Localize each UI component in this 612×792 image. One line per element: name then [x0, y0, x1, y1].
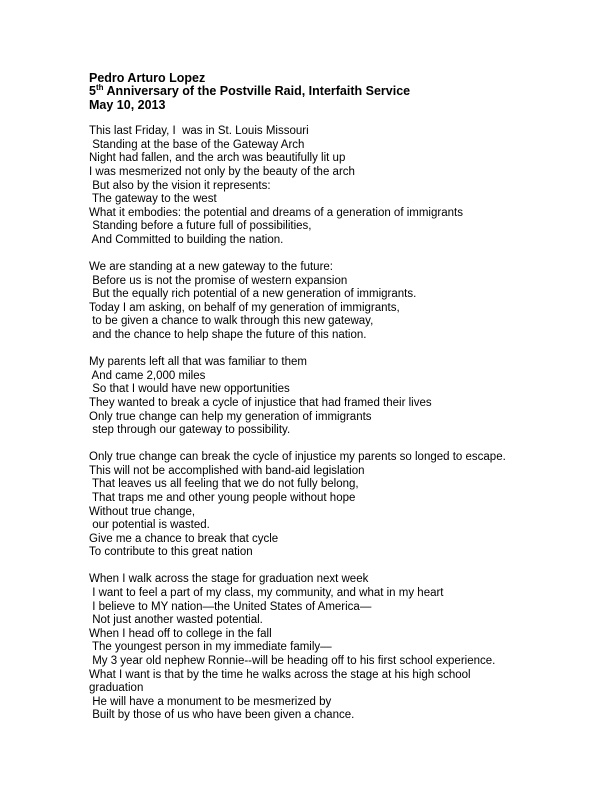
- document-header: [89, 72, 589, 112]
- poem-line: That leaves us all feeling that we do not fully belong,: [89, 478, 359, 491]
- event-date: May 10, 2013: [89, 97, 166, 112]
- poem-line: When I walk across the stage for graduation next week: [89, 573, 369, 586]
- stanza: [89, 356, 589, 438]
- poem-line: Only true change can break the cycle of injustice my parents so longed to escape.: [89, 451, 506, 464]
- poem-line: Without true change,: [89, 505, 196, 518]
- poem-line: When I head off to college in the fall: [89, 627, 272, 640]
- poem-line: But also by the vision it represents:: [89, 179, 271, 192]
- poem-line: Standing before a future full of possibilities,: [89, 220, 312, 233]
- poem-line: What I want is that by the time he walks across the stage at his high school: [89, 668, 471, 681]
- poem-line: We are standing at a new gateway to the future:: [89, 261, 333, 274]
- event-title-text: Anniversary of the Postville Raid, Interfaith Service: [103, 84, 411, 99]
- stanza: [89, 125, 589, 247]
- poem-line: My parents left all that was familiar to them: [89, 356, 307, 369]
- poem-line: Today I am asking, on behalf of my generation of immigrants,: [89, 301, 400, 314]
- poem-line: To contribute to this great nation: [89, 546, 253, 559]
- event-ordinal-suffix: th: [95, 83, 104, 93]
- stanza: [89, 451, 589, 560]
- poem-line: He will have a monument to be mesmerized by: [89, 695, 332, 708]
- poem-line: But the equally rich potential of a new generation of immigrants.: [89, 288, 417, 301]
- poem-line: graduation: [89, 682, 144, 695]
- poem-line: The gateway to the west: [89, 193, 217, 206]
- poem-line: My 3 year old nephew Ronnie--will be heading off to his first school experience.: [89, 655, 496, 667]
- poem-line: The youngest person in my immediate family—: [89, 641, 332, 654]
- poem-line: step through our gateway to possibility.: [89, 424, 291, 437]
- poem-line: And came 2,000 miles: [89, 369, 206, 382]
- poem-body: [89, 125, 589, 723]
- poem-line: What it embodies: the potential and dreams of a generation of immigrants: [89, 206, 463, 219]
- poem-line: I was mesmerized not only by the beauty of the arch: [89, 166, 355, 178]
- poem-line: That traps me and other young people without hope: [89, 491, 356, 504]
- stanza: [89, 573, 589, 723]
- author-name: Pedro Arturo Lopez: [89, 71, 206, 85]
- poem-line: I want to feel a part of my class, my community, and what in my heart: [89, 587, 444, 600]
- poem-line: This last Friday, I was in St. Louis Missouri: [89, 125, 309, 138]
- poem-line: Only true change can help my generation of immigrants: [89, 410, 372, 423]
- poem-line: So that I would have new opportunities: [89, 383, 290, 396]
- poem-line: Not just another wasted potential.: [89, 614, 263, 627]
- poem-line: They wanted to break a cycle of injustice that had framed their lives: [89, 396, 432, 409]
- poem-line: Standing at the base of the Gateway Arch: [89, 138, 305, 151]
- event-ordinal-number: 5: [89, 84, 96, 99]
- poem-line: I believe to MY nation—the United States of America—: [89, 600, 372, 613]
- poem-line: our potential is wasted.: [89, 519, 210, 532]
- poem-line: This will not be accomplished with band-aid legislation: [89, 464, 365, 477]
- document-page: [89, 72, 589, 736]
- poem-line: and the chance to help shape the future of this nation.: [89, 329, 367, 342]
- event-title: [89, 85, 589, 98]
- poem-line: Give me a chance to break that cycle: [89, 532, 279, 545]
- stanza: [89, 261, 589, 343]
- poem-line: Before us is not the promise of western expansion: [89, 274, 348, 287]
- poem-line: to be given a chance to walk through this new gateway,: [89, 315, 374, 328]
- poem-line: Built by those of us who have been given a chance.: [89, 709, 355, 722]
- poem-line: And Committed to building the nation.: [89, 233, 284, 246]
- poem-line: Night had fallen, and the arch was beautifully lit up: [89, 152, 346, 165]
